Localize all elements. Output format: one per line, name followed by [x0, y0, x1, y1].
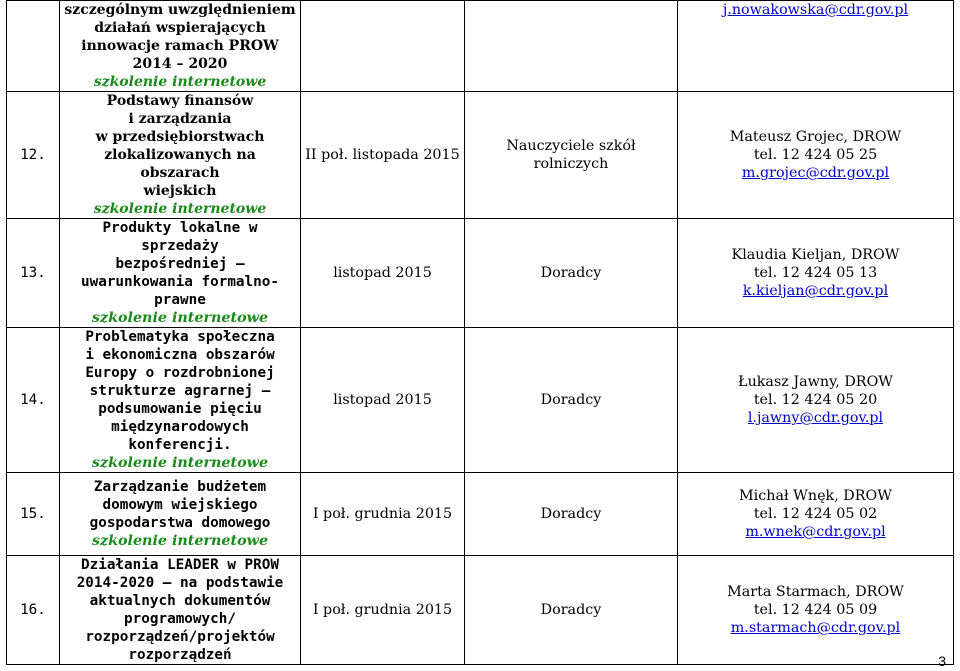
page-number: 3: [938, 653, 946, 669]
title-line: w przedsiębiorstwach: [95, 129, 265, 145]
contact-person: [678, 473, 954, 556]
title-line: strukturze agrarnej –: [89, 383, 271, 399]
online-training-label: szkolenie internetowe: [91, 310, 269, 326]
title-line: działań wspierających: [94, 20, 266, 36]
title-line: rozporządzeń: [128, 647, 232, 663]
contact-email-link[interactable]: j.nowakowska@cdr.gov.pl: [722, 2, 909, 18]
title-line: Europy o rozdrobnionej: [85, 365, 275, 381]
contact-name: Mateusz Grojec, DROW: [729, 129, 902, 145]
row-number: 13.: [7, 219, 60, 328]
title-line: gospodarstwa domowego: [89, 515, 271, 531]
table-row: [7, 473, 954, 556]
training-title: [60, 219, 301, 328]
contact-phone: tel. 12 424 05 09: [753, 602, 878, 618]
training-title: [60, 1, 301, 92]
target-group: Doradcy: [465, 473, 678, 556]
training-date: I poł. grudnia 2015: [301, 473, 465, 556]
online-training-label: szkolenie internetowe: [91, 533, 269, 549]
title-line: Zarządzanie budżetem: [93, 479, 267, 495]
training-title: [60, 473, 301, 556]
title-line: aktualnych dokumentów: [89, 593, 271, 609]
title-line: Podstawy finansów: [106, 93, 254, 109]
title-line: Produkty lokalne w sprzedaży: [102, 220, 258, 254]
contact-person: [678, 1, 954, 92]
title-line: uwarunkowania formalno-: [81, 274, 279, 290]
title-line: i ekonomiczna obszarów: [85, 347, 275, 363]
row-number: [7, 1, 60, 92]
table-row: [7, 1, 954, 92]
contact-email-link[interactable]: m.starmach@cdr.gov.pl: [730, 620, 901, 636]
title-line: podsumowanie pięciu: [98, 401, 262, 417]
contact-email-link[interactable]: k.kieljan@cdr.gov.pl: [742, 283, 889, 299]
online-training-label: szkolenie internetowe: [91, 455, 269, 471]
title-line: programowych/: [124, 611, 236, 627]
target-group: Nauczyciele szkół rolniczych: [465, 92, 678, 219]
online-training-label: szkolenie internetowe: [93, 201, 267, 217]
contact-phone: tel. 12 424 05 20: [753, 392, 878, 408]
row-number: 12.: [7, 92, 60, 219]
row-number: 16.: [7, 556, 60, 665]
contact-email-link[interactable]: m.grojec@cdr.gov.pl: [741, 165, 890, 181]
title-line: 2014 – 2020: [132, 56, 228, 72]
training-date: I poł. grudnia 2015: [301, 556, 465, 665]
contact-phone: tel. 12 424 05 13: [753, 265, 878, 281]
title-line: międzynarodowych konferencji.: [111, 419, 249, 453]
contact-name: Łukasz Jawny, DROW: [738, 374, 893, 390]
title-line: rozporządzeń/projektów: [85, 629, 275, 645]
title-line: zlokalizowanych na obszarach: [104, 147, 256, 181]
target-group: [465, 1, 678, 92]
contact-person: [678, 219, 954, 328]
table-row: [7, 328, 954, 473]
contact-person: [678, 556, 954, 665]
training-date: listopad 2015: [301, 328, 465, 473]
title-line: innowacje ramach PROW: [81, 38, 279, 54]
title-line: wiejskich: [143, 183, 217, 199]
table-row: [7, 92, 954, 219]
contact-person: [678, 92, 954, 219]
title-line: i zarządzania: [128, 111, 232, 127]
title-line: 2014-2020 – na podstawie: [76, 575, 284, 591]
table-row: [7, 219, 954, 328]
title-line: prawne: [154, 292, 206, 308]
training-title: [60, 328, 301, 473]
contact-email-link[interactable]: m.wnek@cdr.gov.pl: [745, 524, 886, 540]
title-line: bezpośredniej –: [115, 256, 245, 272]
training-title: [60, 92, 301, 219]
target-group: Doradcy: [465, 219, 678, 328]
target-group: Doradcy: [465, 556, 678, 665]
training-schedule-table: [6, 0, 954, 665]
contact-name: Klaudia Kieljan, DROW: [731, 247, 900, 263]
row-number: 14.: [7, 328, 60, 473]
contact-person: [678, 328, 954, 473]
title-line: szczególnym uwzględnieniem: [64, 2, 296, 18]
contact-email-link[interactable]: l.jawny@cdr.gov.pl: [747, 410, 884, 426]
contact-phone: tel. 12 424 05 25: [753, 147, 878, 163]
contact-name: Michał Wnęk, DROW: [739, 488, 892, 504]
target-group: Doradcy: [465, 328, 678, 473]
training-date: listopad 2015: [301, 219, 465, 328]
contact-phone: tel. 12 424 05 02: [753, 506, 878, 522]
training-date: II poł. listopada 2015: [301, 92, 465, 219]
online-training-label: szkolenie internetowe: [93, 74, 267, 90]
row-number: 15.: [7, 473, 60, 556]
training-date: [301, 1, 465, 92]
title-line: Działania LEADER w PROW: [81, 557, 279, 573]
contact-name: Marta Starmach, DROW: [727, 584, 904, 600]
title-line: Problematyka społeczna: [85, 329, 275, 345]
title-line: domowym wiejskiego: [102, 497, 258, 513]
training-title: [60, 556, 301, 665]
table-row: [7, 556, 954, 665]
